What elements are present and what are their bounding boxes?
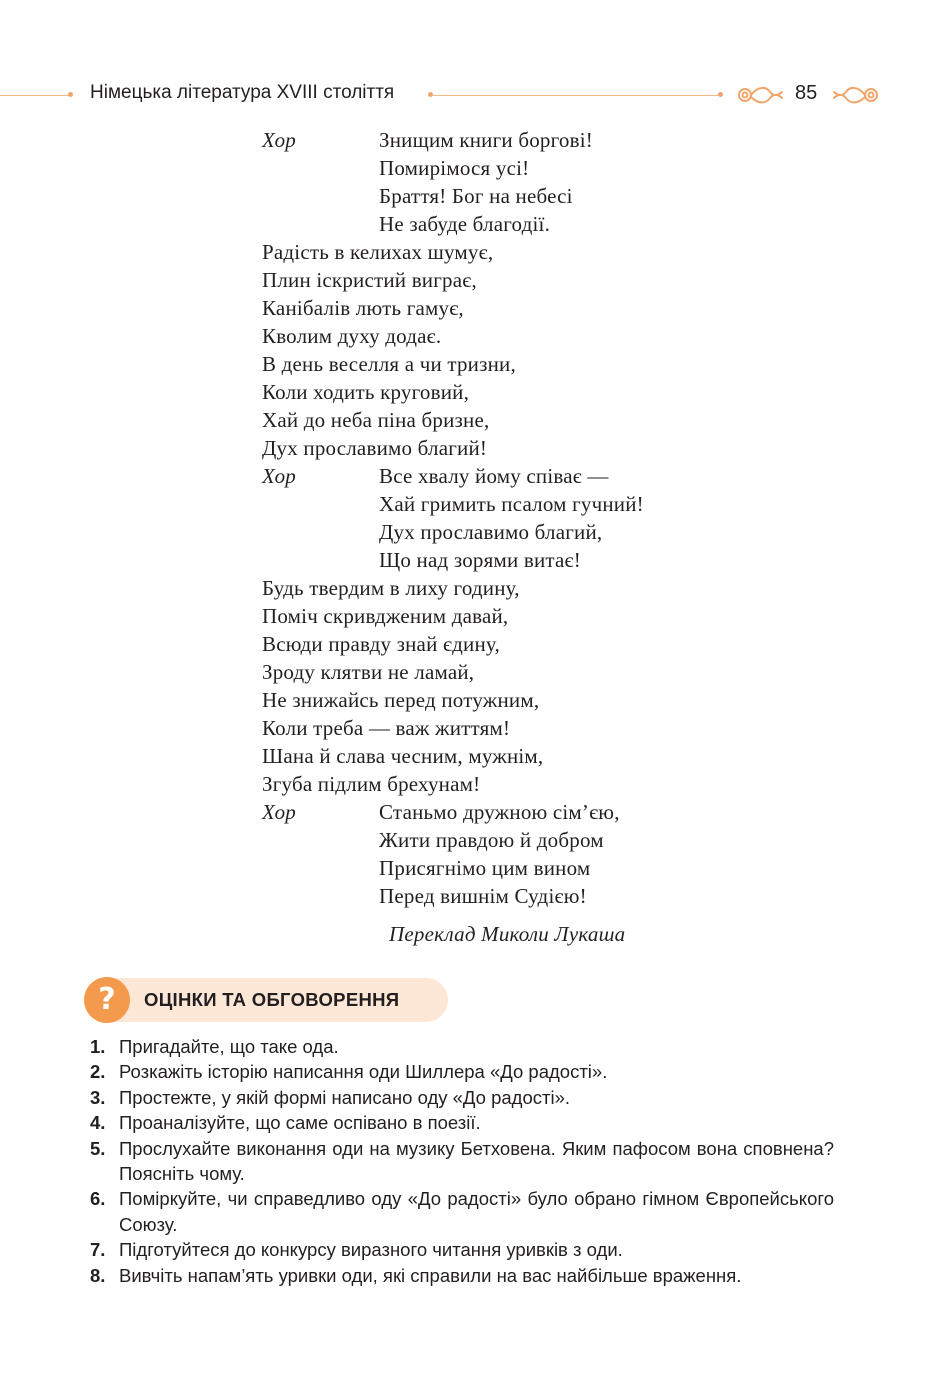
question-text: Розкажіть історію написання оди Шиллера «До радості». <box>119 1061 608 1083</box>
header-rule-middle <box>432 95 720 96</box>
poem-line-text: Не забуде благодії. <box>379 212 551 236</box>
section-banner <box>84 977 448 1023</box>
poem-line-text: Зроду клятви не ламай, <box>262 660 475 684</box>
poem-line <box>262 770 822 798</box>
question-item <box>90 1085 834 1110</box>
poem-line <box>262 518 822 546</box>
question-number: 7. <box>90 1239 106 1261</box>
poem-line <box>262 574 822 602</box>
questions-list <box>90 1034 834 1288</box>
speaker-label: Хор <box>262 464 297 488</box>
poem-line-text: Шана й слава чесним, мужнім, <box>262 744 544 768</box>
poem-line <box>262 238 822 266</box>
question-text: Проаналізуйте, що саме оспівано в поезії. <box>119 1112 481 1134</box>
poem-line <box>262 854 822 882</box>
poem-line-text: Дух прославимо благий, <box>379 520 603 544</box>
poem-line <box>262 714 822 742</box>
question-item <box>90 1263 834 1288</box>
poem-line <box>262 406 822 434</box>
poem-line-text: Не знижайсь перед потужним, <box>262 688 540 712</box>
question-item <box>90 1034 834 1059</box>
poem-line-text: Коли ходить круговий, <box>262 380 470 404</box>
poem-line-text: Згуба підлим брехунам! <box>262 772 481 796</box>
question-number: 2. <box>90 1061 106 1083</box>
poem-line <box>262 294 822 322</box>
poem-line <box>262 546 822 574</box>
poem-line-text: Канібалів лють гамує, <box>262 296 464 320</box>
poem-line <box>262 490 822 518</box>
question-text: Прослухайте виконання оди на музику Бетховена. Яким пафосом вона сповнена? Поясніть чому. <box>119 1137 834 1185</box>
poem-line-text: Присягнімо цим вином <box>379 856 591 880</box>
poem-line-text: Коли треба — важ життям! <box>262 716 511 740</box>
question-number: 3. <box>90 1086 106 1108</box>
poem-line-text: Кволим духу додає. <box>262 324 442 348</box>
poem-line <box>262 826 822 854</box>
question-number: 8. <box>90 1264 106 1286</box>
poem-line-text: Що над зорями витає! <box>379 548 581 572</box>
poem-line <box>262 126 822 154</box>
poem-line-text: Плин іскристий виграє, <box>262 268 477 292</box>
question-text: Простежте, у якій формі написано оду «До радості». <box>119 1086 571 1108</box>
poem <box>262 126 822 948</box>
question-item <box>90 1110 834 1135</box>
question-item <box>90 1186 834 1237</box>
poem-line-text: Помирімося усі! <box>379 156 530 180</box>
question-text: Пригадайте, що таке ода. <box>119 1036 339 1057</box>
poem-line-text: Хай до неба піна бризне, <box>262 408 490 432</box>
poem-line <box>262 378 822 406</box>
question-number: 4. <box>90 1112 106 1134</box>
header-rule-dot <box>718 92 723 97</box>
poem-line-text: Перед вишнім Судією! <box>379 884 587 908</box>
poem-line <box>262 630 822 658</box>
poem-line <box>262 266 822 294</box>
poem-line-text: Жити правдою й добром <box>379 828 604 852</box>
speaker-label: Хор <box>262 800 297 824</box>
question-item <box>90 1059 834 1084</box>
poem-line <box>262 882 822 910</box>
poem-line <box>262 154 822 182</box>
question-text: Поміркуйте, чи справедливо оду «До радості» було обрано гімном Європейського Союзу. <box>119 1188 834 1235</box>
scroll-ornament-icon <box>736 84 784 106</box>
poem-line <box>262 434 822 462</box>
question-number: 5. <box>90 1137 106 1159</box>
poem-line <box>262 658 822 686</box>
poem-line <box>262 602 822 630</box>
section-title: ОЦІНКИ ТА ОБГОВОРЕННЯ <box>144 989 400 1010</box>
translator-credit: Переклад Миколи Лукаша <box>389 922 626 946</box>
poem-line <box>262 798 822 826</box>
poem-line-text: Поміч скривдженим давай, <box>262 604 509 628</box>
question-number: 6. <box>90 1188 106 1210</box>
poem-line <box>262 350 822 378</box>
poem-line-text: Радість в келихах шумує, <box>262 240 494 264</box>
poem-line-text: Хай гримить псалом гучний! <box>379 492 644 516</box>
poem-line-text: Дух прославимо благий! <box>262 436 488 460</box>
poem-line-text: Будь твердим в лиху годину, <box>262 576 520 600</box>
poem-line-text: Все хвалу йому співає — <box>379 464 609 488</box>
question-text: Підготуйтеся до конкурсу виразного читання уривків з оди. <box>119 1239 623 1261</box>
header-rule-dot <box>68 92 73 97</box>
header-rule-left <box>0 95 70 96</box>
poem-line <box>262 462 822 490</box>
question-mark-icon: ? <box>84 977 130 1023</box>
speaker-label: Хор <box>262 128 297 152</box>
header-title: Німецька література XVIII століття <box>90 82 395 103</box>
page-header <box>0 80 952 110</box>
poem-line-text: Знищим книги боргові! <box>379 128 593 152</box>
page-number: 85 <box>795 82 818 104</box>
question-number: 1. <box>90 1036 106 1057</box>
poem-line-text: Всюди правду знай єдину, <box>262 632 500 656</box>
poem-line <box>262 182 822 210</box>
poem-line <box>262 742 822 770</box>
poem-line <box>262 210 822 238</box>
poem-line <box>262 322 822 350</box>
question-item <box>90 1237 834 1262</box>
poem-line-text: Браття! Бог на небесі <box>379 184 573 208</box>
question-item <box>90 1136 834 1187</box>
poem-line-text: В день веселля а чи тризни, <box>262 352 516 376</box>
poem-line-text: Станьмо дружною сім’єю, <box>379 800 620 824</box>
scroll-ornament-icon <box>832 84 880 106</box>
question-text: Вивчіть напам’ять уривки оди, які справили на вас найбільше враження. <box>119 1264 742 1286</box>
poem-line <box>262 686 822 714</box>
